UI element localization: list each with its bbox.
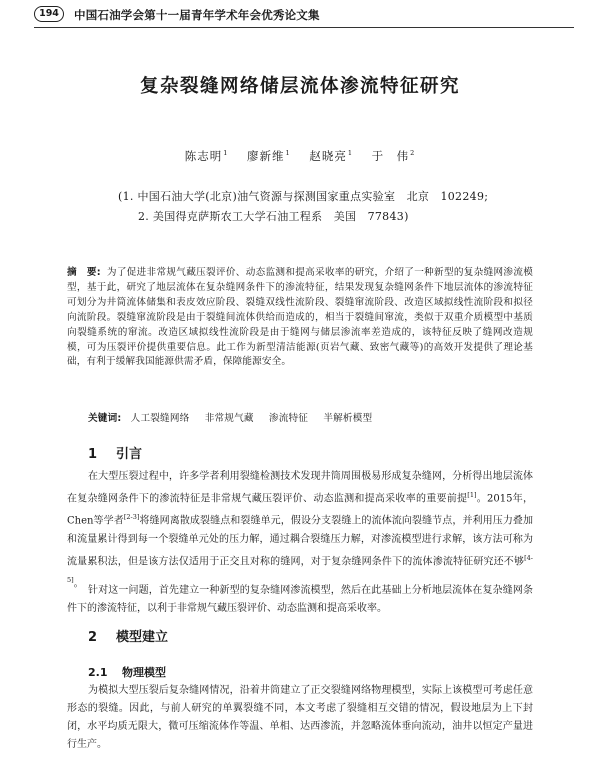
intro-paragraph-1: 在大型压裂过程中，许多学者利用裂缝检测技术发现井筒周围极易形成复杂缝网，分析得出地层流体在复杂缝网条件下的渗流特征是非常规气藏压裂评价、动态监测和提高采收率的重要前提[1]。2015年，Chen等学者[2-3]将缝网离散成裂缝点和裂缝单元，假设分支裂缝上的流体流向裂缝节点，并利用压力叠加和流量累计得到每一个裂缝单元处的压力解，通过耦合裂缝压力解，对渗流模型进行求解，该方法可称为流量累积法，但是该方法仅适用于正交且对称的缝网，对于复杂缝网条件下的流体渗流特征研究还不够[4-5]。 bbox=[67, 471, 534, 590]
proceedings-title: 中国石油学会第十一届青年学术年会优秀论文集 bbox=[74, 8, 320, 22]
keyword: 渗流特征 bbox=[268, 413, 309, 424]
citation: [4-5] bbox=[67, 553, 533, 584]
author-list bbox=[0, 148, 600, 164]
keyword: 非常规气藏 bbox=[204, 413, 254, 424]
abstract-label: 摘 要: bbox=[67, 267, 101, 278]
citation: [2-3] bbox=[123, 513, 140, 522]
section-heading-model: 2 模型建立 bbox=[88, 630, 169, 645]
keywords-label: 关键词: bbox=[88, 413, 122, 424]
author: 陈志明$^1$ bbox=[184, 149, 229, 163]
author: 廖新维$^1$ bbox=[247, 149, 291, 163]
keyword: 半解析模型 bbox=[323, 413, 373, 424]
abstract-text: 为了促进非常规气藏压裂评价、动态监测和提高采收率的研究，介绍了一种新型的复杂缝网渗流模型，基于此，研究了地层流体在复杂缝网条件下的渗流特征，结果发现复杂缝网条件下地层流体的渗流特征可划分为井筒流体储集和表皮效应阶段、裂缝双线性流阶段、裂缝窜流阶段、改造区域拟线性流阶段和拟径向流阶段。裂缝窜流阶段是由于裂缝间流体供给而造成的，相当于裂缝间窜流，类似于双重介质模型中基质向裂缝系统的窜流。改造区域拟线性流阶段是由于缝网与储层渗流率差造成的，该特征反映了缝网改造规模，可为压裂评价提供重要信息。此工作为新型清洁能源(页岩气藏、致密气藏等)的高效开发提供了理论基础，有利于缓解我国能源供需矛盾，保障能源安全。 bbox=[67, 267, 534, 368]
subsection-heading-physical-model: 2.1 物理模型 bbox=[88, 666, 166, 679]
page-number: 194 bbox=[34, 6, 64, 22]
header-divider bbox=[34, 27, 574, 28]
running-header bbox=[34, 4, 574, 26]
citation: [1] bbox=[467, 491, 477, 499]
paper-title: 复杂裂缝网络储层流体渗流特征研究 bbox=[139, 76, 460, 97]
author: 赵晓亮$^1$ bbox=[309, 149, 353, 163]
affiliation-1: (1. 中国石油大学(北京)油气资源与探测国家重点实验室 北京 102249; bbox=[118, 190, 489, 203]
intro-paragraph-2: 针对这一问题，首先建立一种新型的复杂缝网渗流模型，然后在此基础上分析地层流体在复杂缝网条件下的渗流特征，以利于非常规气藏压裂评价、动态监测和提高采收率。 bbox=[67, 585, 533, 614]
abstract bbox=[67, 266, 533, 370]
affiliation-2: 2. 美国得克萨斯农工大学石油工程系 美国 77843) bbox=[138, 210, 409, 223]
physical-model-paragraph: 为模拟大型压裂后复杂缝网情况，沿着井筒建立了正交裂缝网络物理模型，实际上该模型可考虑任意形态的裂缝。因此，与前人研究的单翼裂缝不同，本文考虑了裂缝相互交错的情况，假设地层为上下封闭，水平均质无限大，微可压缩流体作等温、单相、达西渗流，并忽略流体垂向流动，油井以恒定产量进行生产。 bbox=[67, 685, 533, 750]
keywords bbox=[88, 410, 384, 424]
keyword: 人工裂缝网络 bbox=[130, 413, 190, 424]
author: 于 伟$^2$ bbox=[371, 149, 416, 163]
section-heading-introduction: 1 引言 bbox=[88, 447, 143, 462]
